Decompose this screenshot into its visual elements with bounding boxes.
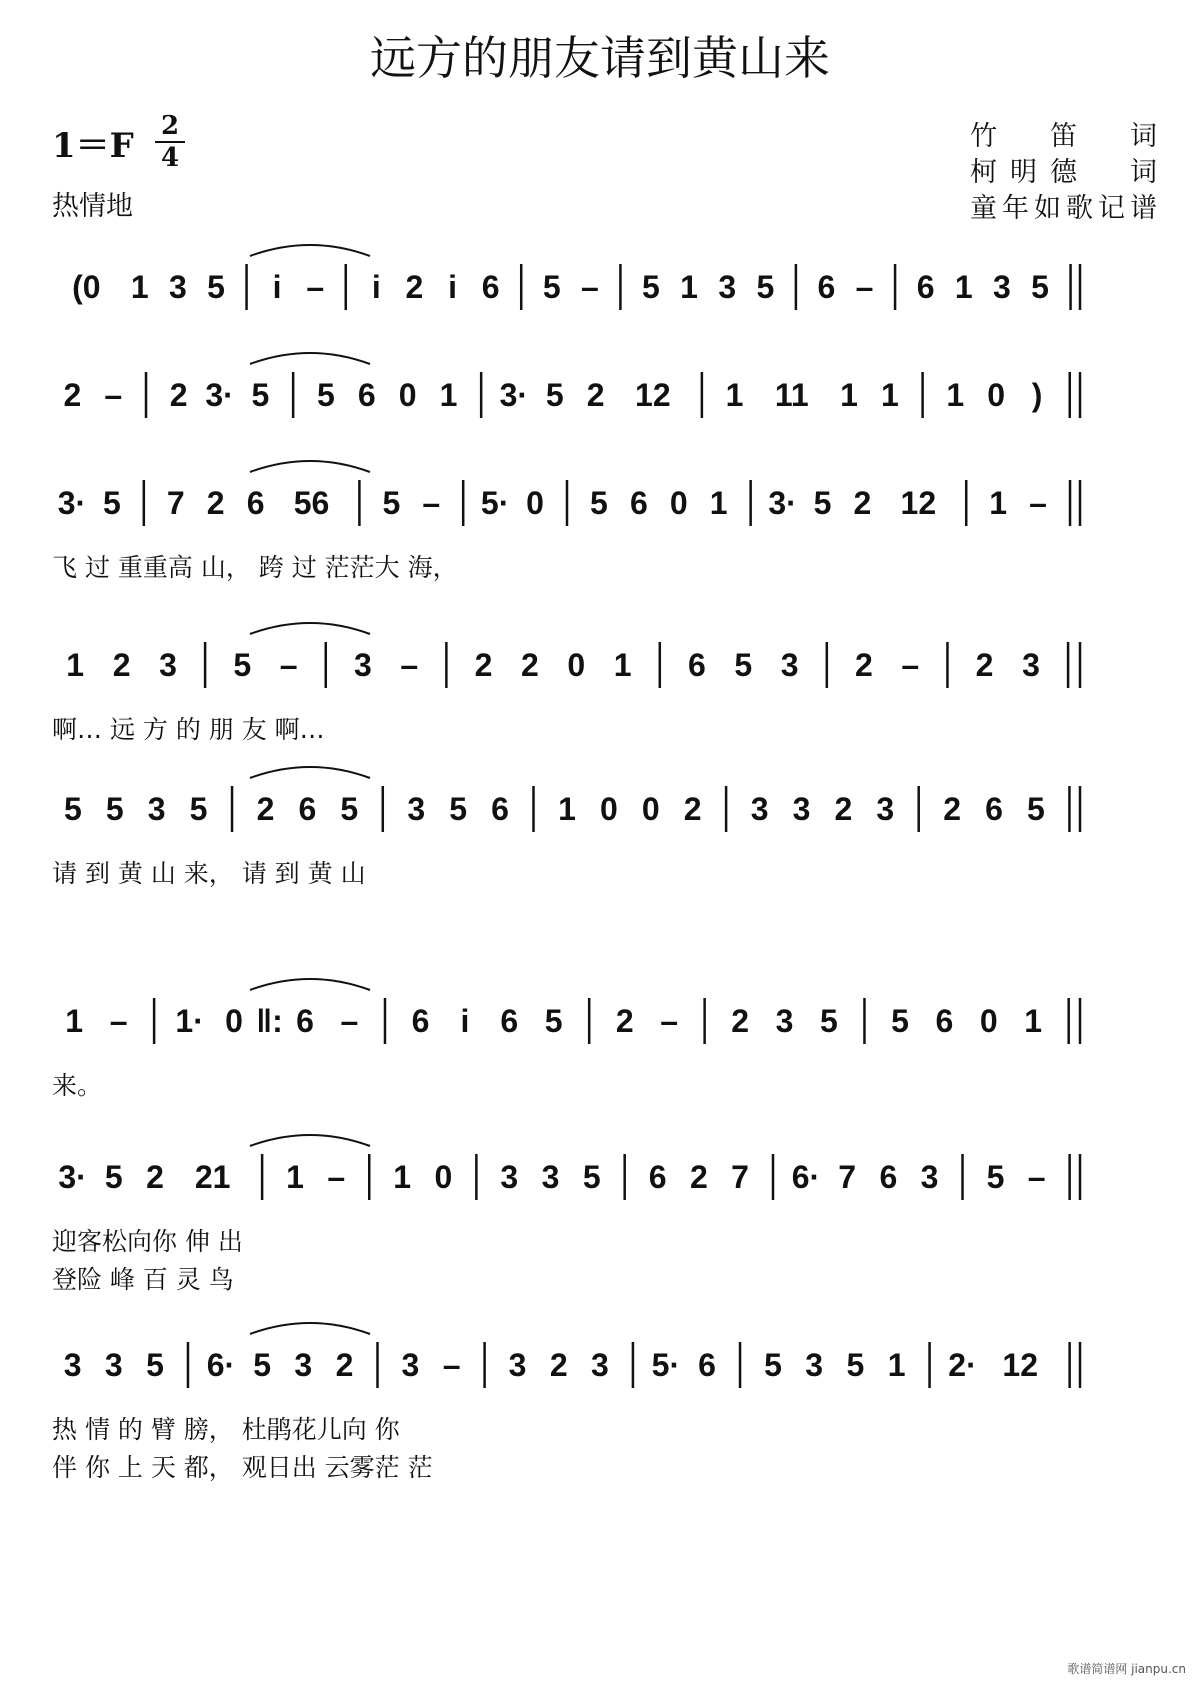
score-system-6	[0, 996, 1200, 1116]
score-system-7	[0, 1152, 1200, 1294]
note-token: 3	[541, 1159, 560, 1195]
time-signature-bottom: 4	[160, 143, 180, 173]
note-token: 1	[709, 485, 728, 521]
watermark: 歌谱简谱网 jianpu.cn	[1067, 1662, 1186, 1676]
note-token: 3	[775, 1003, 794, 1039]
score-system-5	[0, 784, 1200, 904]
note-token: 5	[846, 1347, 865, 1383]
note-token: ‖:	[256, 1003, 283, 1039]
note-token: 2	[169, 377, 188, 413]
note-token: 2	[112, 647, 131, 683]
note-token: 0	[987, 377, 1006, 413]
note-token: –	[104, 377, 123, 413]
note-token: 3	[407, 791, 426, 827]
note-token: 3	[500, 1159, 519, 1195]
note-token: 0	[526, 485, 544, 521]
slur-arc	[250, 979, 370, 990]
note-token: 12	[1002, 1347, 1038, 1383]
note-token: 6	[817, 269, 836, 305]
lyric-line: 迎客松向你 伸 出	[52, 1227, 243, 1256]
note-token: 7	[166, 485, 185, 521]
note-token: 7	[731, 1159, 749, 1195]
note-token: 6	[357, 377, 376, 413]
lyric-line: 飞 过 重重高 山， 跨 过 茫茫大 海，	[52, 553, 458, 582]
note-token: 2	[146, 1159, 164, 1195]
note-token: 5	[582, 1159, 601, 1195]
note-token: 5	[756, 269, 775, 305]
note-token: 5	[545, 377, 564, 413]
note-token: –	[580, 269, 599, 305]
note-token: 3	[401, 1347, 420, 1383]
song-title: 远方的朋友请到黄山来	[370, 31, 830, 85]
note-token: 5	[734, 647, 753, 683]
note-token: 5	[251, 377, 270, 413]
note-token: 2	[206, 485, 225, 521]
note-token: 3	[780, 647, 799, 683]
note-token: 3	[591, 1347, 609, 1383]
note-token: 0	[434, 1159, 453, 1195]
score-system-4	[0, 640, 1200, 760]
transcriber-credit: 童年如歌记谱	[970, 193, 1160, 224]
note-token: 6	[935, 1003, 954, 1039]
lyric-line: 登险 峰 百 灵 鸟	[52, 1265, 234, 1294]
note-token: 5	[340, 791, 359, 827]
note-token: 6	[491, 791, 509, 827]
note-token: –	[442, 1347, 461, 1383]
note-token: 6	[246, 485, 265, 521]
note-token: 3	[1022, 647, 1040, 683]
note-token: 12	[635, 377, 671, 413]
note-token: 5	[449, 791, 468, 827]
lyric-line: 伴 你 上 天 都， 观日出 云雾茫 茫	[52, 1453, 433, 1482]
note-token: –	[1029, 485, 1047, 521]
note-token: –	[422, 485, 441, 521]
note-token: 3·	[58, 1159, 87, 1195]
note-token: 1	[725, 377, 744, 413]
note-token: 11	[774, 377, 809, 413]
lyricist-credit-2: 柯明德 词	[970, 157, 1160, 188]
note-token: 6	[629, 485, 648, 521]
note-token: 5	[590, 485, 608, 521]
note-token: 5	[820, 1003, 838, 1039]
note-token: 6	[688, 647, 706, 683]
note-token: 0	[979, 1003, 998, 1039]
note-token: 2	[256, 791, 275, 827]
note-token: 3	[718, 269, 737, 305]
note-token: 3	[168, 269, 187, 305]
note-token: 2	[689, 1159, 708, 1195]
note-token: 3	[63, 1347, 82, 1383]
note-token: 3·	[499, 377, 529, 413]
note-token: 7	[838, 1159, 857, 1195]
note-token: 3	[159, 647, 177, 683]
note-token: 6	[648, 1159, 667, 1195]
note-token: 3·	[205, 377, 234, 413]
note-token: 3	[750, 791, 769, 827]
note-token: 3	[508, 1347, 527, 1383]
note-token: 5·	[480, 485, 510, 521]
note-token: 5	[544, 1003, 563, 1039]
note-token: 1	[65, 1003, 84, 1039]
note-token: )	[1031, 377, 1043, 413]
note-token: 1	[286, 1159, 304, 1195]
note-token: 5	[542, 269, 561, 305]
note-token: 5	[813, 485, 832, 521]
note-token: 3·	[768, 485, 797, 521]
note-token: 0	[599, 791, 618, 827]
note-token: 6	[698, 1347, 716, 1383]
note-token: –	[109, 1003, 128, 1039]
note-token: 3	[876, 791, 895, 827]
notation-marks	[0, 262, 1200, 382]
note-token: 5	[207, 269, 225, 305]
note-token: 3	[805, 1347, 824, 1383]
note-token: i	[460, 1003, 470, 1039]
note-token: i	[448, 269, 458, 305]
lyricist-credit: 竹 笛 词	[970, 121, 1160, 152]
note-token: 5·	[651, 1347, 681, 1383]
note-token: 2	[853, 485, 872, 521]
note-token: 3	[104, 1347, 123, 1383]
score-system-3	[0, 478, 1200, 598]
note-token: –	[400, 647, 419, 683]
note-token: 0	[567, 647, 586, 683]
note-token: 1	[1024, 1003, 1043, 1039]
note-token: 3	[294, 1347, 313, 1383]
note-token: 2	[975, 647, 994, 683]
note-token: 1	[840, 377, 858, 413]
note-token: 2	[731, 1003, 750, 1039]
time-signature	[155, 112, 185, 172]
note-token: 3	[147, 791, 166, 827]
note-token: 56	[293, 485, 330, 521]
notation-marks	[0, 370, 1200, 490]
note-token: 12	[900, 485, 937, 521]
note-token: 5	[986, 1159, 1005, 1195]
note-token: 2	[586, 377, 605, 413]
note-token: 6·	[791, 1159, 821, 1195]
note-token: –	[327, 1159, 346, 1195]
note-token: 0	[398, 377, 417, 413]
note-token: 1	[887, 1347, 906, 1383]
note-token: 5	[764, 1347, 782, 1383]
note-token: 1	[946, 377, 965, 413]
note-token: 5	[102, 485, 121, 521]
note-token: 2	[335, 1347, 354, 1383]
note-token: 3	[792, 791, 811, 827]
note-token: –	[901, 647, 920, 683]
lyric-line: 请 到 黄 山 来， 请 到 黄 山	[52, 859, 366, 888]
note-token: 3	[920, 1159, 939, 1195]
note-token: 2	[549, 1347, 568, 1383]
lyric-line: 热 情 的 臂 膀， 杜鹃花儿向 你	[52, 1415, 400, 1444]
slur-arc	[250, 767, 370, 778]
note-token: 5	[105, 791, 124, 827]
time-signature-top: 2	[160, 111, 180, 141]
notation-marks	[0, 996, 1200, 1116]
key-signature: 1＝F	[52, 126, 134, 166]
note-token: 3	[992, 269, 1011, 305]
note-token: 6	[916, 269, 935, 305]
note-token: 3·	[57, 485, 87, 521]
note-token: 6	[500, 1003, 519, 1039]
note-token: 5	[316, 377, 335, 413]
lyric-line: 来。	[52, 1071, 103, 1100]
note-token: 3	[353, 647, 372, 683]
note-token: 6	[296, 1003, 314, 1039]
note-token: 6·	[206, 1347, 236, 1383]
note-token: 2	[520, 647, 539, 683]
note-token: 5	[382, 485, 401, 521]
note-token: 5	[891, 1003, 909, 1039]
slur-arc	[250, 245, 370, 256]
note-token: 5	[1027, 791, 1045, 827]
note-token: 1	[393, 1159, 412, 1195]
score-system-1	[0, 262, 1200, 382]
score-system-8	[0, 1340, 1200, 1482]
note-token: 1	[130, 269, 149, 305]
note-token: 5	[189, 791, 208, 827]
note-token: 2	[474, 647, 493, 683]
note-token: 1	[66, 647, 85, 683]
tempo-marking: 热情地	[52, 191, 133, 222]
note-token: 6	[298, 791, 317, 827]
note-token: 6	[481, 269, 500, 305]
note-token: 2	[834, 791, 853, 827]
note-token: 5	[1031, 269, 1049, 305]
note-token: 5	[64, 791, 82, 827]
note-token: 6	[879, 1159, 898, 1195]
note-token: 2	[615, 1003, 634, 1039]
note-token: 2	[63, 377, 82, 413]
note-token: –	[660, 1003, 679, 1039]
note-token: 0	[669, 485, 688, 521]
note-token: 1	[558, 791, 576, 827]
note-token: i	[272, 269, 282, 305]
note-token: 5	[253, 1347, 272, 1383]
note-token: –	[855, 269, 874, 305]
note-token: 1	[613, 647, 632, 683]
lyric-line: 啊… 远 方 的 朋 友 啊…	[52, 715, 325, 744]
note-token: 2	[943, 791, 962, 827]
note-token: –	[306, 269, 325, 305]
note-token: 5	[104, 1159, 123, 1195]
slur-arc	[250, 623, 370, 634]
note-token: 2	[683, 791, 702, 827]
note-token: –	[340, 1003, 359, 1039]
note-token: 0	[225, 1003, 243, 1039]
slur-arc	[250, 1135, 370, 1146]
note-token: (0	[72, 269, 101, 305]
note-token: 1	[439, 377, 458, 413]
note-token: 1	[954, 269, 973, 305]
note-token: 2·	[948, 1347, 977, 1383]
score-system-2	[0, 370, 1200, 490]
note-token: 5	[146, 1347, 164, 1383]
note-token: i	[371, 269, 381, 305]
note-token: 0	[641, 791, 660, 827]
note-token: 5	[642, 269, 660, 305]
note-token: 6	[411, 1003, 430, 1039]
note-token: 1·	[175, 1003, 204, 1039]
note-token: 1	[680, 269, 698, 305]
slur-arc	[250, 1323, 370, 1334]
note-token: –	[1027, 1159, 1046, 1195]
note-token: 1	[880, 377, 899, 413]
note-token: 2	[405, 269, 424, 305]
note-token: 5	[233, 647, 252, 683]
note-token: 21	[194, 1159, 231, 1195]
note-token: 1	[989, 485, 1008, 521]
note-token: 2	[855, 647, 873, 683]
note-token: –	[279, 647, 298, 683]
note-token: 6	[985, 791, 1003, 827]
